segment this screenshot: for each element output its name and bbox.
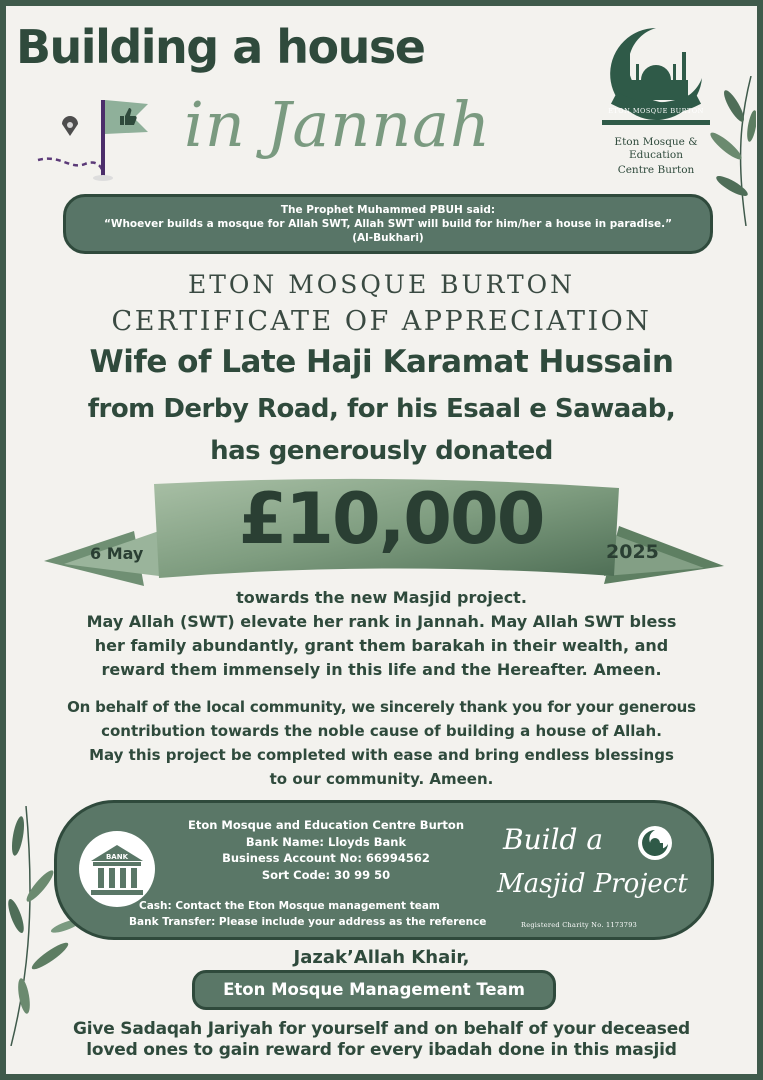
message-line: reward them immensely in this life and the Hereafter. Ameen. (101, 660, 662, 679)
donation-date-year: 2025 (606, 541, 659, 563)
donation-amount: £10,000 (238, 478, 544, 560)
logo-name-line2: Centre Burton (617, 164, 695, 176)
hadith-quote: “Whoever builds a mosque for Allah SWT, Allah SWT will build for him/her a house in paradise.” (103, 218, 673, 230)
page-subtitle: in Jannah (184, 88, 492, 161)
bank-account-number: Business Account No: 66994562 (222, 851, 430, 865)
logo-name-line1: Eton Mosque & Education (614, 136, 698, 161)
certificate-page (6, 6, 757, 1074)
thanks-line: to our community. Ameen. (269, 770, 494, 788)
hadith-quote-box (63, 194, 713, 254)
donor-detail: from Derby Road, for his Esaal e Sawaab, (87, 394, 676, 424)
hadith-source: (Al-Bukhari) (352, 232, 424, 244)
bank-icon-label: BANK (105, 853, 129, 861)
cash-note: Cash: Contact the Eton Mosque management team (139, 900, 440, 912)
thanks-line: contribution towards the noble cause of building a house of Allah. (101, 722, 662, 740)
bank-details-panel (54, 800, 714, 940)
sadaqah-appeal (6, 1019, 757, 1061)
donation-date-day: 6 May (90, 544, 144, 563)
donor-name: Wife of Late Haji Karamat Hussain (89, 344, 674, 380)
page-title: Building a house (16, 20, 425, 74)
mosque-crescent-icon (596, 22, 716, 130)
organization-heading: ETON MOSQUE BURTON (187, 270, 576, 299)
sadaqah-line2: loved ones to gain reward for every ibadah done in this masjid (86, 1040, 677, 1060)
bank-name: Bank Name: Lloyds Bank (245, 834, 407, 849)
message-line: May Allah (SWT) elevate her rank in Jannah. May Allah SWT bless (86, 612, 677, 631)
message-line: her family abundantly, grant them barakah in their wealth, and (94, 636, 669, 655)
bank-sort-code: Sort Code: 30 99 50 (261, 867, 391, 882)
hadith-attribution: The Prophet Muhammed PBUH said: (280, 204, 496, 216)
mosque-logo (591, 22, 721, 177)
bank-info (141, 817, 511, 883)
message-line: towards the new Masjid project. (236, 588, 527, 607)
logo-ring-text: ETON MOSQUE BURTON (608, 107, 704, 115)
sadaqah-line1: Give Sadaqah Jariyah for yourself and on behalf of your deceased (72, 1019, 691, 1039)
bank-org-name: Eton Mosque and Education Centre Burton (187, 818, 465, 832)
thanks-line: On behalf of the local community, we sincerely thank you for your generous (67, 698, 696, 716)
closing-greeting: Jazak’Allah Khair, (293, 947, 470, 968)
certificate-title: CERTIFICATE OF APPRECIATION (111, 306, 652, 337)
transfer-note: Bank Transfer: Please include your address as the reference (129, 916, 487, 928)
thanks-line: May this project be completed with ease and bring endless blessings (89, 746, 674, 764)
golf-flag-icon (30, 94, 160, 184)
payment-notes (129, 898, 529, 930)
management-team-label: Eton Mosque Management Team (192, 970, 556, 1010)
project-title-line1: Build a (503, 823, 604, 856)
charity-number: Registered Charity No. 1173793 (521, 921, 638, 929)
project-title-line2: Masjid Project (497, 869, 688, 899)
donation-statement: has generously donated (210, 436, 553, 466)
mosque-badge-icon (637, 825, 673, 861)
